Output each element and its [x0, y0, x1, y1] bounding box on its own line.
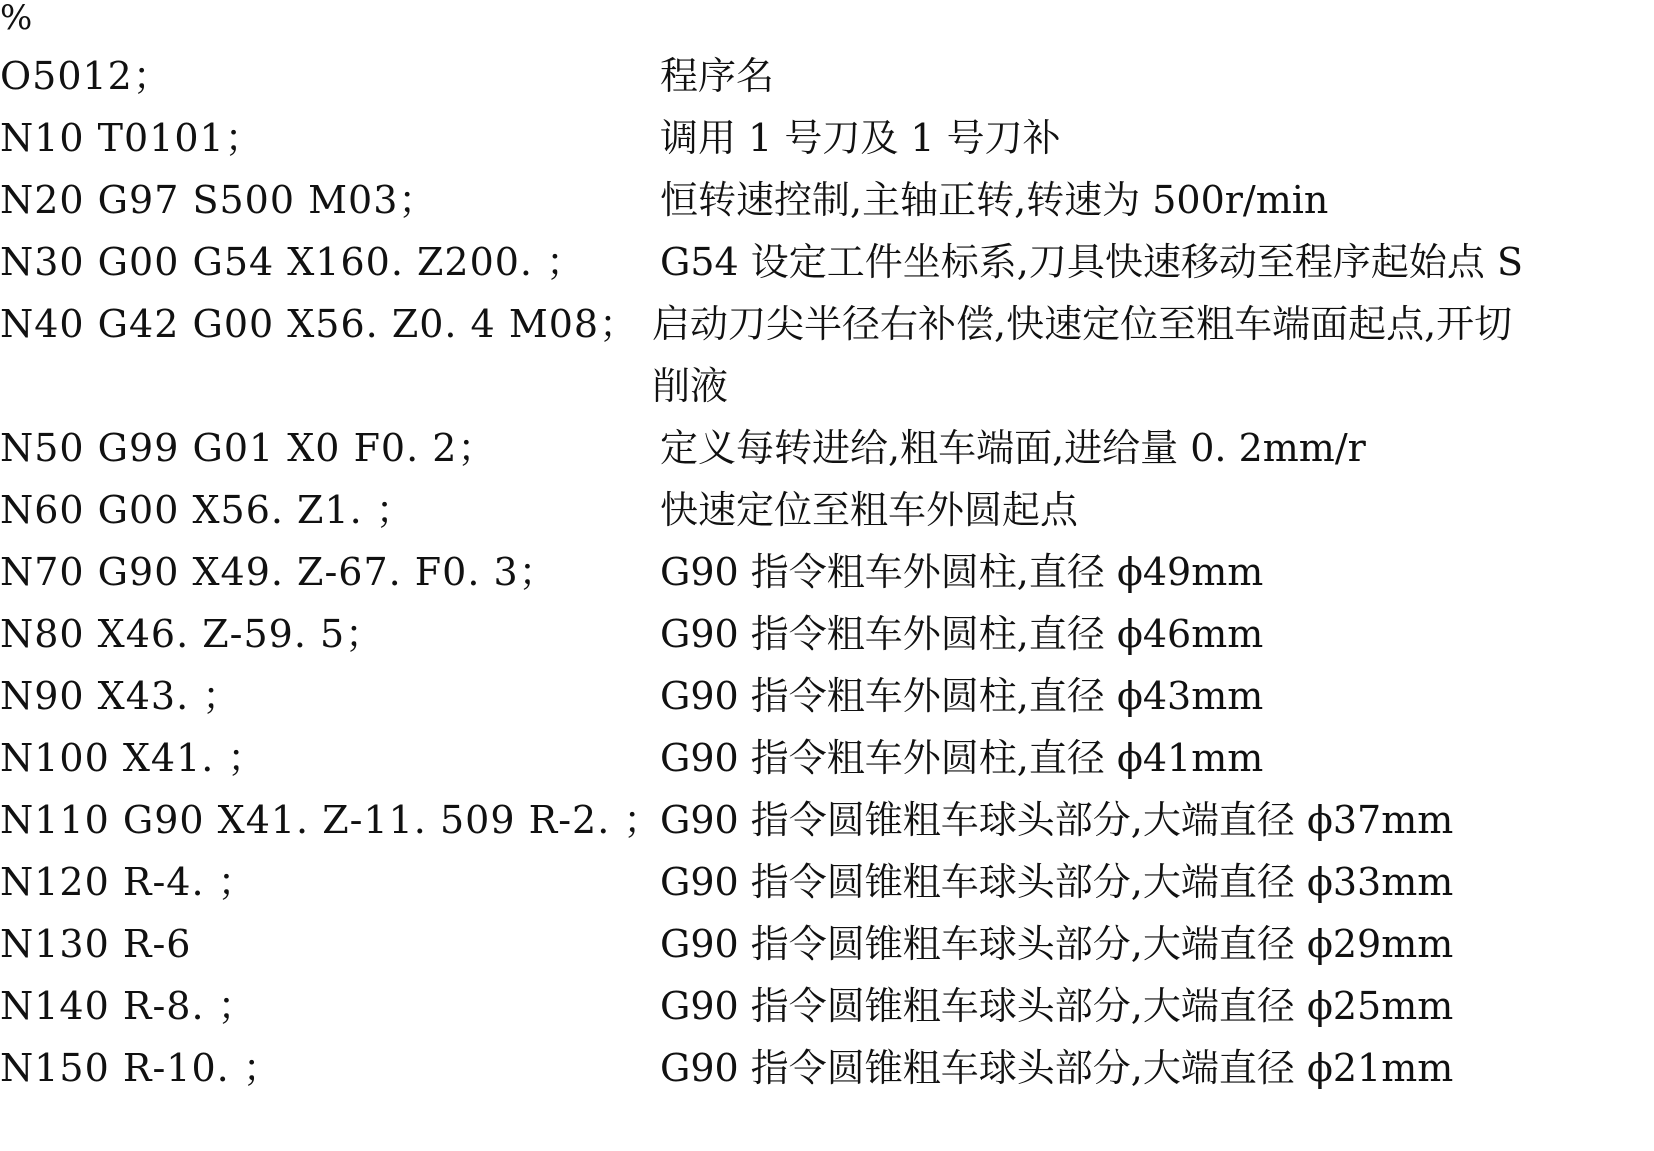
program-line	[0, 726, 1654, 790]
g-code: N150 R-10. ；	[0, 1046, 282, 1090]
line-comment: 定义每转进给,粗车端面,进给量 0. 2mm/r	[660, 426, 1366, 470]
g-code: O5012；	[0, 54, 172, 98]
g-code: N70 G90 X49. Z-67. F0. 3；	[0, 550, 558, 594]
program-line	[0, 850, 1654, 914]
g-code: N50 G99 G01 X0 F0. 2；	[0, 426, 497, 470]
g-code: N40 G42 G00 X56. Z0. 4 M08；	[0, 302, 639, 346]
line-comment: 程序名	[660, 54, 775, 98]
line-comment: G90 指令圆锥粗车球头部分,大端直径 ϕ21mm	[660, 1046, 1454, 1090]
program-line	[0, 478, 1654, 542]
g-code: N10 T0101；	[0, 116, 264, 160]
program-line	[0, 44, 1654, 108]
line-comment: G90 指令粗车外圆柱,直径 ϕ43mm	[660, 674, 1264, 718]
program-line	[0, 292, 1654, 356]
line-comment: G90 指令圆锥粗车球头部分,大端直径 ϕ29mm	[660, 922, 1454, 966]
line-comment: 启动刀尖半径右补偿,快速定位至粗车端面起点,开切	[652, 302, 1513, 346]
program-line	[0, 540, 1654, 604]
g-code: N100 X41. ；	[0, 736, 267, 780]
g-code: N130 R-6	[0, 922, 192, 966]
line-comment: 削液	[652, 364, 729, 408]
line-comment: 快速定位至粗车外圆起点	[660, 488, 1079, 532]
program-line	[0, 788, 1654, 852]
line-comment: 调用 1 号刀及 1 号刀补	[660, 116, 1061, 160]
line-comment: G90 指令圆锥粗车球头部分,大端直径 ϕ25mm	[660, 984, 1454, 1028]
program-line	[0, 664, 1654, 728]
program-line	[0, 1036, 1654, 1100]
program-line	[0, 106, 1654, 170]
g-code: N110 G90 X41. Z-11. 509 R-2. ；	[0, 798, 663, 842]
program-line	[0, 602, 1654, 666]
program-line	[0, 168, 1654, 232]
line-comment: G90 指令圆锥粗车球头部分,大端直径 ϕ33mm	[660, 860, 1454, 904]
line-comment: G90 指令圆锥粗车球头部分,大端直径 ϕ37mm	[660, 798, 1454, 842]
g-code: N80 X46. Z-59. 5；	[0, 612, 385, 656]
line-comment: G54 设定工件坐标系,刀具快速移动至程序起始点 S	[660, 240, 1523, 284]
g-code: N20 G97 S500 M03；	[0, 178, 438, 222]
g-code: N120 R-4. ；	[0, 860, 257, 904]
line-comment: 恒转速控制,主轴正转,转速为 500r/min	[660, 178, 1329, 222]
g-code: N140 R-8. ；	[0, 984, 257, 1028]
program-line	[0, 912, 1654, 976]
program-start-mark: %	[0, 0, 33, 38]
line-comment: G90 指令粗车外圆柱,直径 ϕ49mm	[660, 550, 1264, 594]
program-line	[0, 974, 1654, 1038]
line-comment: G90 指令粗车外圆柱,直径 ϕ46mm	[660, 612, 1264, 656]
g-code: N90 X43. ；	[0, 674, 242, 718]
g-code: N60 G00 X56. Z1. ；	[0, 488, 415, 532]
program-line-continuation	[0, 354, 1654, 418]
g-code: N30 G00 G54 X160. Z200. ；	[0, 240, 586, 284]
line-comment: G90 指令粗车外圆柱,直径 ϕ41mm	[660, 736, 1264, 780]
program-line	[0, 230, 1654, 294]
program-line	[0, 416, 1654, 480]
